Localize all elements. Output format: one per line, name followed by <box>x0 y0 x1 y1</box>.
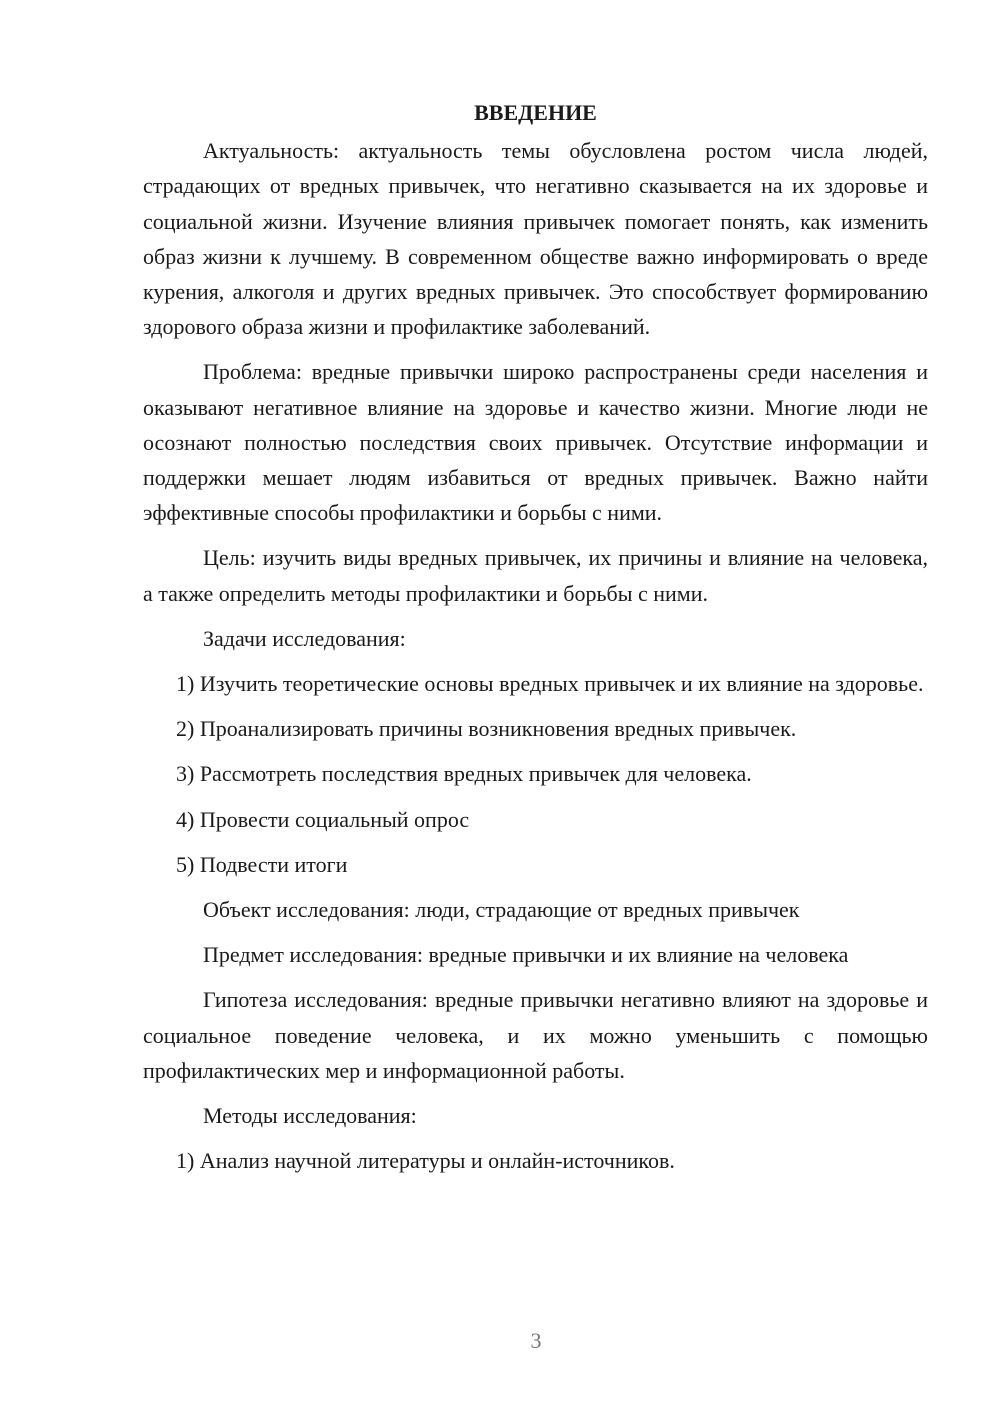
page-content <box>143 95 928 1188</box>
task-item-4: 4) Провести социальный опрос <box>176 806 470 832</box>
task-item-2: 2) Проанализировать причины возникновения вредных привычек. <box>176 716 797 742</box>
hypothesis-paragraph: Гипотеза исследования: вредные привычки негативно влияют на здоровье и социальное поведение человека, и их можно уменьшить с помощью профилактических мер и информационной работы. <box>143 987 928 1083</box>
task-item-3: 3) Рассмотреть последствия вредных привычек для человека. <box>176 761 752 787</box>
tasks-heading: Задачи исследования: <box>203 625 406 651</box>
page-number: 3 <box>530 1328 542 1353</box>
relevance-paragraph: Актуальность: актуальность темы обусловлена ростом числа людей, страдающих от вредных привычек, что негативно сказывается на их здоровье и социальной жизни. Изучение влияния привычек помогает понять, как изменить образ жизни к лучшему. В современном обществе важно информировать о вреде курения, алкоголя и других вредных привычек. Это способствует формированию здорового образа жизни и профилактике заболеваний. <box>143 138 928 340</box>
page-title: ВВЕДЕНИЕ <box>474 100 597 125</box>
method-item-1: 1) Анализ научной литературы и онлайн-источников. <box>176 1148 675 1174</box>
problem-paragraph: Проблема: вредные привычки широко распространены среди населения и оказывают негативное влияние на здоровье и качество жизни. Многие люди не осознают полностью последствия своих привычек. Отсутствие информации и поддержки мешает людям избавиться от вредных привычек. Важно найти эффективные способы профилактики и борьбы с ними. <box>143 359 928 526</box>
object-paragraph: Объект исследования: люди, страдающие от вредных привычек <box>203 897 800 923</box>
goal-paragraph: Цель: изучить виды вредных привычек, их причины и влияние на человека, а также определить методы профилактики и борьбы с ними. <box>143 545 928 606</box>
subject-paragraph: Предмет исследования: вредные привычки и их влияние на человека <box>203 942 849 968</box>
task-item-5: 5) Подвести итоги <box>176 851 348 877</box>
task-item-1: 1) Изучить теоретические основы вредных привычек и их влияние на здоровье. <box>176 671 924 697</box>
methods-heading: Методы исследования: <box>203 1103 417 1129</box>
